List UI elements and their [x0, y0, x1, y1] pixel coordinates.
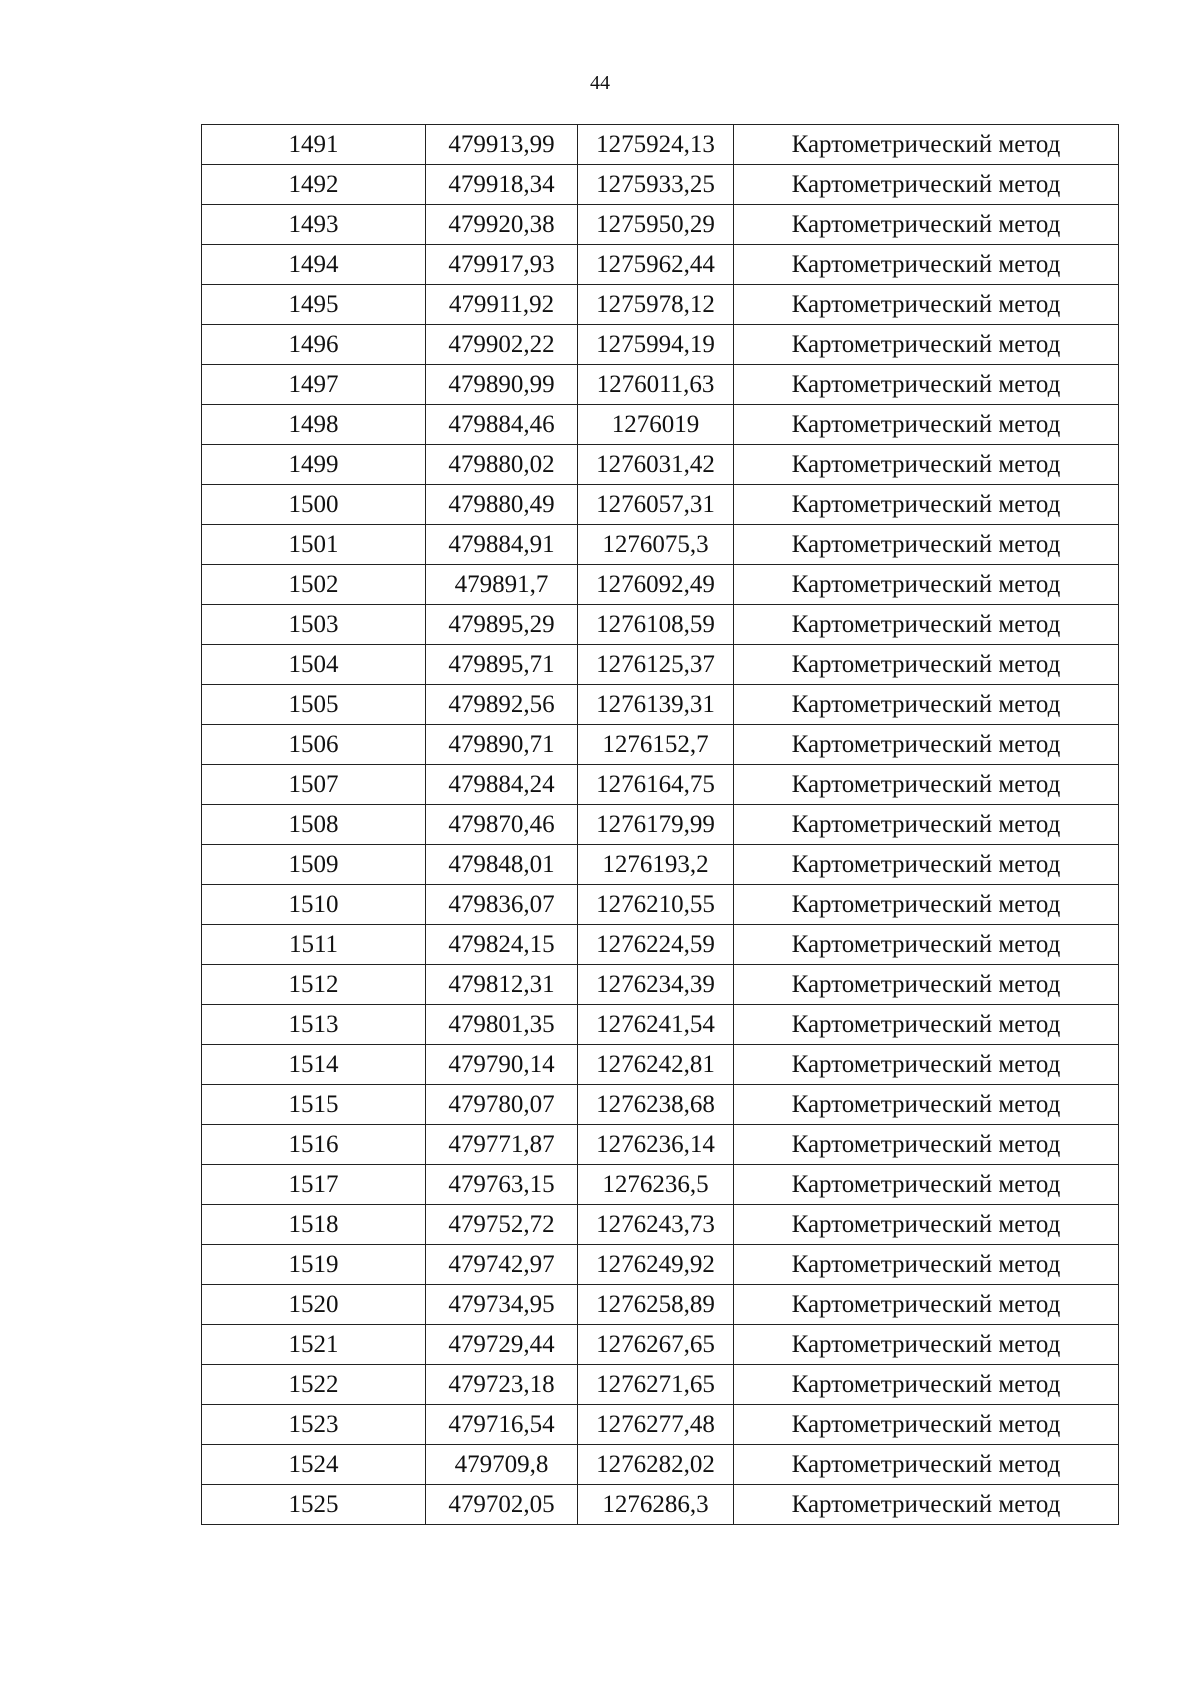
table-row — [202, 765, 1119, 805]
y-coordinate-cell: 1276224,59 — [578, 925, 734, 965]
point-number-cell: 1503 — [202, 605, 426, 645]
table-row — [202, 1405, 1119, 1445]
x-coordinate-cell: 479790,14 — [426, 1045, 578, 1085]
x-coordinate-cell: 479801,35 — [426, 1005, 578, 1045]
table-row — [202, 885, 1119, 925]
x-coordinate-cell: 479890,99 — [426, 365, 578, 405]
point-number-cell: 1520 — [202, 1285, 426, 1325]
method-cell: Картометрический метод — [734, 1485, 1119, 1525]
method-cell: Картометрический метод — [734, 325, 1119, 365]
y-coordinate-cell: 1275950,29 — [578, 205, 734, 245]
table-row — [202, 1085, 1119, 1125]
method-cell: Картометрический метод — [734, 525, 1119, 565]
x-coordinate-cell: 479884,24 — [426, 765, 578, 805]
point-number-cell: 1508 — [202, 805, 426, 845]
table-row — [202, 645, 1119, 685]
point-number-cell: 1505 — [202, 685, 426, 725]
method-cell: Картометрический метод — [734, 645, 1119, 685]
y-coordinate-cell: 1276075,3 — [578, 525, 734, 565]
method-cell: Картометрический метод — [734, 1045, 1119, 1085]
point-number-cell: 1497 — [202, 365, 426, 405]
y-coordinate-cell: 1275962,44 — [578, 245, 734, 285]
x-coordinate-cell: 479920,38 — [426, 205, 578, 245]
x-coordinate-cell: 479752,72 — [426, 1205, 578, 1245]
method-cell: Картометрический метод — [734, 965, 1119, 1005]
coordinates-table-body — [202, 125, 1119, 1525]
x-coordinate-cell: 479723,18 — [426, 1365, 578, 1405]
point-number-cell: 1491 — [202, 125, 426, 165]
x-coordinate-cell: 479911,92 — [426, 285, 578, 325]
method-cell: Картометрический метод — [734, 685, 1119, 725]
point-number-cell: 1493 — [202, 205, 426, 245]
table-row — [202, 1045, 1119, 1085]
method-cell: Картометрический метод — [734, 245, 1119, 285]
y-coordinate-cell: 1275994,19 — [578, 325, 734, 365]
x-coordinate-cell: 479836,07 — [426, 885, 578, 925]
point-number-cell: 1510 — [202, 885, 426, 925]
table-row — [202, 485, 1119, 525]
point-number-cell: 1499 — [202, 445, 426, 485]
point-number-cell: 1509 — [202, 845, 426, 885]
x-coordinate-cell: 479716,54 — [426, 1405, 578, 1445]
method-cell: Картометрический метод — [734, 165, 1119, 205]
table-row — [202, 1165, 1119, 1205]
method-cell: Картометрический метод — [734, 1445, 1119, 1485]
point-number-cell: 1507 — [202, 765, 426, 805]
y-coordinate-cell: 1275924,13 — [578, 125, 734, 165]
table-row — [202, 1325, 1119, 1365]
method-cell: Картометрический метод — [734, 1365, 1119, 1405]
table-row — [202, 1485, 1119, 1525]
x-coordinate-cell: 479812,31 — [426, 965, 578, 1005]
point-number-cell: 1524 — [202, 1445, 426, 1485]
method-cell: Картометрический метод — [734, 485, 1119, 525]
point-number-cell: 1494 — [202, 245, 426, 285]
x-coordinate-cell: 479895,29 — [426, 605, 578, 645]
point-number-cell: 1500 — [202, 485, 426, 525]
x-coordinate-cell: 479702,05 — [426, 1485, 578, 1525]
y-coordinate-cell: 1276108,59 — [578, 605, 734, 645]
table-row — [202, 125, 1119, 165]
page-number: 44 — [590, 72, 610, 94]
method-cell: Картометрический метод — [734, 205, 1119, 245]
method-cell: Картометрический метод — [734, 805, 1119, 845]
point-number-cell: 1495 — [202, 285, 426, 325]
method-cell: Картометрический метод — [734, 605, 1119, 645]
table-row — [202, 1125, 1119, 1165]
y-coordinate-cell: 1276234,39 — [578, 965, 734, 1005]
table-row — [202, 325, 1119, 365]
table-row — [202, 1445, 1119, 1485]
x-coordinate-cell: 479902,22 — [426, 325, 578, 365]
x-coordinate-cell: 479824,15 — [426, 925, 578, 965]
table-row — [202, 1205, 1119, 1245]
point-number-cell: 1519 — [202, 1245, 426, 1285]
x-coordinate-cell: 479918,34 — [426, 165, 578, 205]
x-coordinate-cell: 479763,15 — [426, 1165, 578, 1205]
table-row — [202, 685, 1119, 725]
table-row — [202, 405, 1119, 445]
point-number-cell: 1523 — [202, 1405, 426, 1445]
method-cell: Картометрический метод — [734, 845, 1119, 885]
method-cell: Картометрический метод — [734, 445, 1119, 485]
method-cell: Картометрический метод — [734, 285, 1119, 325]
point-number-cell: 1516 — [202, 1125, 426, 1165]
point-number-cell: 1517 — [202, 1165, 426, 1205]
x-coordinate-cell: 479890,71 — [426, 725, 578, 765]
x-coordinate-cell: 479742,97 — [426, 1245, 578, 1285]
point-number-cell: 1501 — [202, 525, 426, 565]
table-row — [202, 805, 1119, 845]
x-coordinate-cell: 479848,01 — [426, 845, 578, 885]
method-cell: Картометрический метод — [734, 725, 1119, 765]
x-coordinate-cell: 479870,46 — [426, 805, 578, 845]
point-number-cell: 1502 — [202, 565, 426, 605]
y-coordinate-cell: 1276249,92 — [578, 1245, 734, 1285]
table-row — [202, 1245, 1119, 1285]
y-coordinate-cell: 1275933,25 — [578, 165, 734, 205]
x-coordinate-cell: 479880,49 — [426, 485, 578, 525]
method-cell: Картометрический метод — [734, 1085, 1119, 1125]
x-coordinate-cell: 479892,56 — [426, 685, 578, 725]
x-coordinate-cell: 479895,71 — [426, 645, 578, 685]
point-number-cell: 1506 — [202, 725, 426, 765]
y-coordinate-cell: 1276164,75 — [578, 765, 734, 805]
y-coordinate-cell: 1276179,99 — [578, 805, 734, 845]
table-row — [202, 605, 1119, 645]
table-row — [202, 1005, 1119, 1045]
y-coordinate-cell: 1276238,68 — [578, 1085, 734, 1125]
table-row — [202, 365, 1119, 405]
method-cell: Картометрический метод — [734, 1205, 1119, 1245]
x-coordinate-cell: 479729,44 — [426, 1325, 578, 1365]
method-cell: Картометрический метод — [734, 1165, 1119, 1205]
x-coordinate-cell: 479884,46 — [426, 405, 578, 445]
table-row — [202, 965, 1119, 1005]
table-row — [202, 245, 1119, 285]
point-number-cell: 1525 — [202, 1485, 426, 1525]
y-coordinate-cell: 1276267,65 — [578, 1325, 734, 1365]
table-row — [202, 165, 1119, 205]
x-coordinate-cell: 479884,91 — [426, 525, 578, 565]
point-number-cell: 1504 — [202, 645, 426, 685]
y-coordinate-cell: 1276241,54 — [578, 1005, 734, 1045]
method-cell: Картометрический метод — [734, 1005, 1119, 1045]
y-coordinate-cell: 1276258,89 — [578, 1285, 734, 1325]
x-coordinate-cell: 479734,95 — [426, 1285, 578, 1325]
table-row — [202, 445, 1119, 485]
method-cell: Картометрический метод — [734, 1245, 1119, 1285]
method-cell: Картометрический метод — [734, 1325, 1119, 1365]
table-row — [202, 525, 1119, 565]
y-coordinate-cell: 1276019 — [578, 405, 734, 445]
x-coordinate-cell: 479913,99 — [426, 125, 578, 165]
method-cell: Картометрический метод — [734, 365, 1119, 405]
y-coordinate-cell: 1276031,42 — [578, 445, 734, 485]
x-coordinate-cell: 479917,93 — [426, 245, 578, 285]
table-row — [202, 565, 1119, 605]
y-coordinate-cell: 1276057,31 — [578, 485, 734, 525]
table-row — [202, 205, 1119, 245]
method-cell: Картометрический метод — [734, 1405, 1119, 1445]
table-row — [202, 725, 1119, 765]
point-number-cell: 1498 — [202, 405, 426, 445]
table-row — [202, 925, 1119, 965]
point-number-cell: 1511 — [202, 925, 426, 965]
method-cell: Картометрический метод — [734, 405, 1119, 445]
y-coordinate-cell: 1276286,3 — [578, 1485, 734, 1525]
method-cell: Картометрический метод — [734, 1125, 1119, 1165]
point-number-cell: 1521 — [202, 1325, 426, 1365]
method-cell: Картометрический метод — [734, 565, 1119, 605]
y-coordinate-cell: 1276242,81 — [578, 1045, 734, 1085]
x-coordinate-cell: 479709,8 — [426, 1445, 578, 1485]
y-coordinate-cell: 1276092,49 — [578, 565, 734, 605]
point-number-cell: 1496 — [202, 325, 426, 365]
table-row — [202, 1285, 1119, 1325]
y-coordinate-cell: 1276152,7 — [578, 725, 734, 765]
method-cell: Картометрический метод — [734, 925, 1119, 965]
y-coordinate-cell: 1276125,37 — [578, 645, 734, 685]
y-coordinate-cell: 1276011,63 — [578, 365, 734, 405]
table-row — [202, 285, 1119, 325]
y-coordinate-cell: 1276210,55 — [578, 885, 734, 925]
y-coordinate-cell: 1276193,2 — [578, 845, 734, 885]
point-number-cell: 1522 — [202, 1365, 426, 1405]
x-coordinate-cell: 479880,02 — [426, 445, 578, 485]
x-coordinate-cell: 479891,7 — [426, 565, 578, 605]
method-cell: Картометрический метод — [734, 1285, 1119, 1325]
y-coordinate-cell: 1275978,12 — [578, 285, 734, 325]
point-number-cell: 1518 — [202, 1205, 426, 1245]
y-coordinate-cell: 1276139,31 — [578, 685, 734, 725]
y-coordinate-cell: 1276243,73 — [578, 1205, 734, 1245]
y-coordinate-cell: 1276271,65 — [578, 1365, 734, 1405]
method-cell: Картометрический метод — [734, 125, 1119, 165]
table-row — [202, 845, 1119, 885]
y-coordinate-cell: 1276236,5 — [578, 1165, 734, 1205]
point-number-cell: 1492 — [202, 165, 426, 205]
point-number-cell: 1515 — [202, 1085, 426, 1125]
point-number-cell: 1512 — [202, 965, 426, 1005]
table-row — [202, 1365, 1119, 1405]
method-cell: Картометрический метод — [734, 885, 1119, 925]
point-number-cell: 1513 — [202, 1005, 426, 1045]
method-cell: Картометрический метод — [734, 765, 1119, 805]
point-number-cell: 1514 — [202, 1045, 426, 1085]
x-coordinate-cell: 479771,87 — [426, 1125, 578, 1165]
y-coordinate-cell: 1276277,48 — [578, 1405, 734, 1445]
y-coordinate-cell: 1276282,02 — [578, 1445, 734, 1485]
coordinates-table — [201, 124, 1119, 1525]
y-coordinate-cell: 1276236,14 — [578, 1125, 734, 1165]
x-coordinate-cell: 479780,07 — [426, 1085, 578, 1125]
